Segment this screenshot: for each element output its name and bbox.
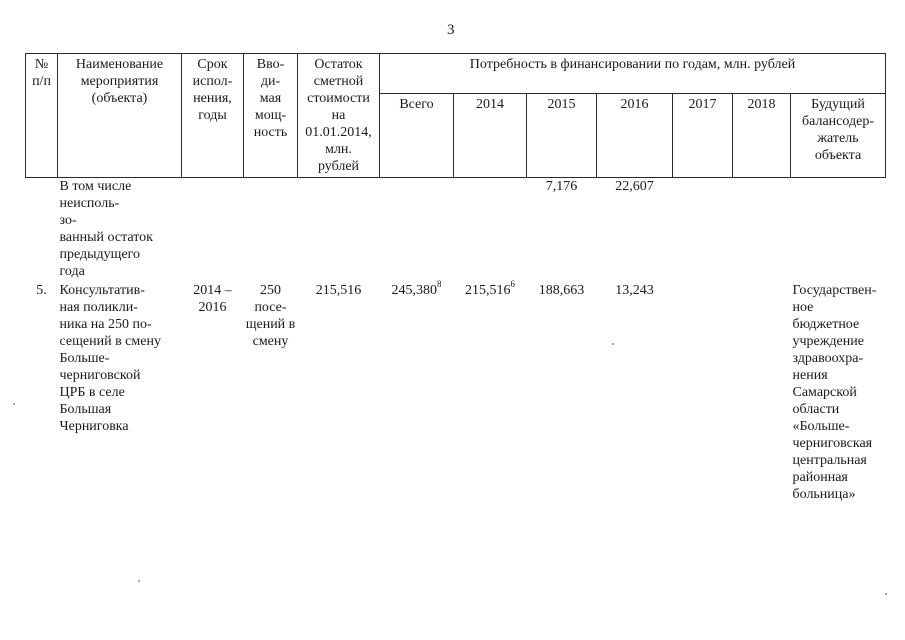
table-row: [26, 178, 886, 282]
row-2014: [454, 278, 527, 503]
row-2014-value: 215,516: [465, 282, 511, 298]
header-2018: 2018: [733, 94, 791, 178]
scan-speck: [612, 343, 614, 345]
header-2015: 2015: [527, 94, 597, 178]
row-name: В том числе неисполь- зо- ванный остаток предыдущего года: [59, 179, 153, 279]
row-remainder: 215,516: [315, 282, 362, 298]
row-2015: 188,663: [538, 282, 585, 298]
header-total: Всего: [380, 94, 454, 178]
row-total-footnote: 8: [437, 278, 442, 289]
row-2016: 22,607: [615, 179, 654, 194]
row-2014: [454, 178, 527, 282]
row-total: [380, 178, 454, 282]
header-term: Срок испол- нения, годы: [182, 54, 244, 178]
header-2016: 2016: [597, 94, 673, 178]
funding-table: [25, 53, 886, 503]
row-name: Консультатив- ная поликли- ника на 250 по- сещений в смену Больше- черниговской ЦРБ в селе Большая Черниговка: [59, 282, 161, 434]
header-holder: Будущий балансодер- жатель объекта: [791, 94, 886, 178]
scan-speck: [138, 580, 140, 582]
row-2018: [733, 178, 791, 282]
row-2014-footnote: 6: [510, 278, 515, 289]
header-2017: 2017: [673, 94, 733, 178]
row-num: 5.: [36, 282, 47, 298]
table-row: [26, 282, 886, 503]
header-capacity: Вво- ди- мая мощ- ность: [244, 54, 298, 178]
scan-speck: [885, 593, 887, 595]
row-term: [182, 178, 244, 282]
header-2014: 2014: [454, 94, 527, 178]
header-name: Наименование мероприятия (объекта): [58, 54, 182, 178]
row-2017: [673, 178, 733, 282]
row-2015: 7,176: [545, 179, 578, 194]
row-capacity: [244, 178, 298, 282]
page-number: 3: [447, 22, 455, 38]
row-holder: [791, 178, 886, 282]
row-num: [26, 178, 58, 282]
row-holder: Государствен- ное бюджетное учреждение здравоохра- нения Самарской области «Больше- черниговская центральная районная больница»: [792, 282, 877, 502]
row-2017: [673, 282, 733, 503]
header-remainder: Остаток сметной стоимости на 01.01.2014, млн. рублей: [298, 54, 380, 178]
row-capacity: 250 посе- щений в смену: [245, 282, 296, 349]
row-total-value: 245,380: [391, 282, 437, 298]
row-remainder: [298, 178, 380, 282]
header-num: № п/п: [26, 54, 58, 178]
row-2016: 13,243: [615, 282, 654, 298]
row-total: [380, 278, 454, 503]
row-2018: [733, 282, 791, 503]
scan-speck: [13, 403, 15, 405]
row-term: 2014 – 2016: [193, 282, 232, 315]
header-funding: Потребность в финансировании по годам, млн. рублей: [380, 54, 886, 94]
